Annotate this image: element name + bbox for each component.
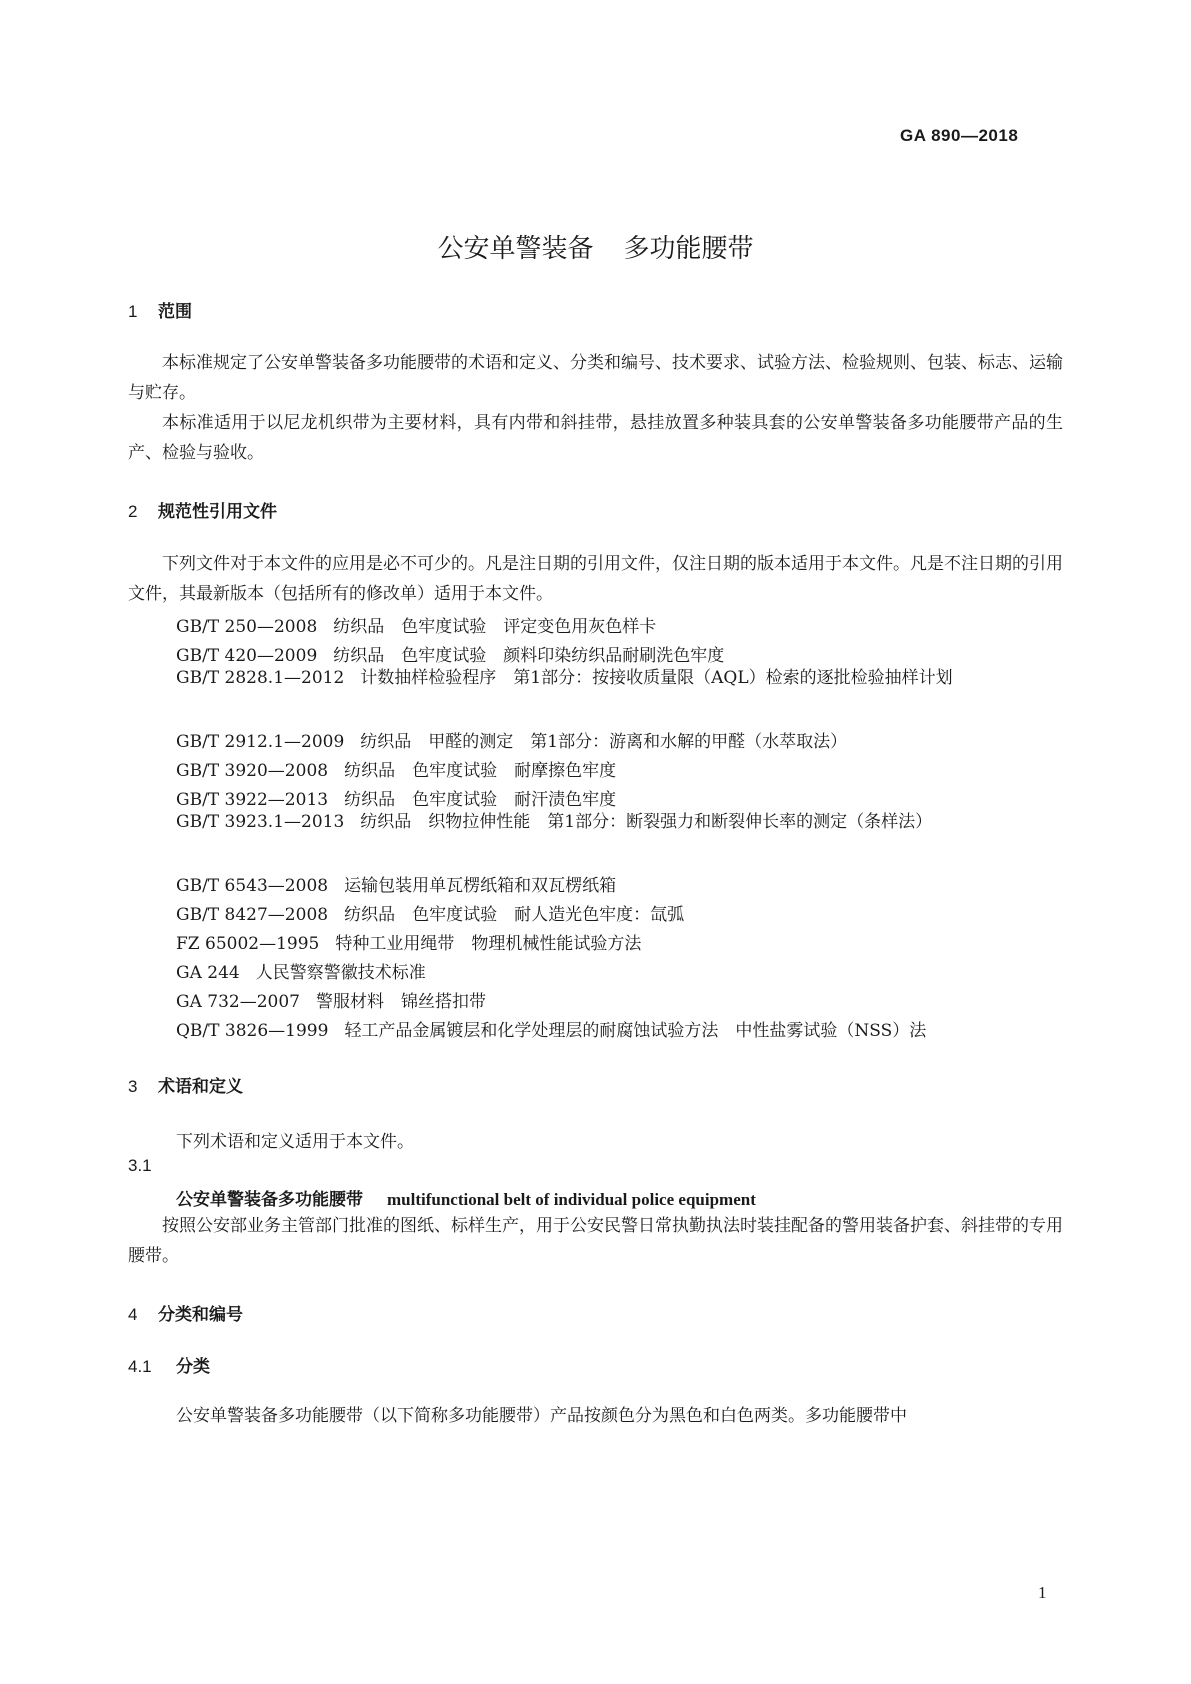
subsection-title: 分类	[176, 1357, 210, 1377]
reference-item	[176, 1016, 926, 1041]
reference-item	[176, 900, 684, 925]
ref-title: 轻工产品金属镀层和化学处理层的耐腐蚀试验方法 中性盐雾试验（NSS）法	[344, 1021, 927, 1041]
ref-code: GB/T 6543—2008	[176, 876, 329, 896]
section-2-intro	[128, 549, 1063, 609]
section-1-heading	[128, 297, 192, 322]
section-title: 分类和编号	[158, 1305, 243, 1325]
term-number: 3.1	[128, 1156, 152, 1175]
ref-code: GB/T 3923.1—2013	[176, 812, 345, 832]
ref-title: 纺织品 色牢度试验 颜料印染纺织品耐刷洗色牢度	[333, 646, 725, 666]
ref-title: 计数抽样检验程序 第1部分：按接收质量限（AQL）检索的逐批检验抽样计划	[360, 668, 953, 688]
paragraph: 下列文件对于本文件的应用是必不可少的。凡是注日期的引用文件，仅注日期的版本适用于本文件。凡是不注日期的引用文件，其最新版本（包括所有的修改单）适用于本文件。	[128, 554, 1063, 604]
page-title	[0, 228, 1191, 265]
ref-code: GB/T 420—2009	[176, 646, 318, 666]
section-number: 3	[128, 1077, 138, 1096]
subsection-4-1-heading	[128, 1352, 210, 1377]
ref-code: GB/T 250—2008	[176, 617, 318, 637]
ref-code: GB/T 2828.1—2012	[176, 668, 345, 688]
paragraph: 公安单警装备多功能腰带（以下简称多功能腰带）产品按颜色分为黑色和白色两类。多功能腰带中	[176, 1406, 907, 1426]
section-3-heading	[128, 1072, 243, 1097]
reference-item	[176, 987, 486, 1012]
ref-title: 纺织品 色牢度试验 耐人造光色牢度：氙弧	[344, 905, 685, 925]
ref-code: GA 732—2007	[176, 992, 300, 1012]
reference-item	[176, 756, 616, 781]
reference-item	[176, 871, 616, 896]
ref-code: GB/T 8427—2008	[176, 905, 329, 925]
reference-item	[176, 929, 641, 954]
section-title: 术语和定义	[158, 1077, 243, 1097]
standard-id: GA 890—2018	[900, 126, 1019, 145]
subsection-number: 4.1	[128, 1357, 152, 1376]
term-definition	[128, 1211, 1063, 1271]
ref-title: 纺织品 色牢度试验 耐汗渍色牢度	[344, 790, 617, 810]
paragraph: 本标准规定了公安单警装备多功能腰带的术语和定义、分类和编号、技术要求、试验方法、检验规则、包装、标志、运输与贮存。	[128, 353, 1063, 403]
ref-title: 运输包装用单瓦楞纸箱和双瓦楞纸箱	[344, 876, 617, 896]
section-1-body	[128, 348, 1063, 468]
section-number: 4	[128, 1305, 138, 1324]
ref-code: GB/T 2912.1—2009	[176, 732, 345, 752]
section-3-intro: 下列术语和定义适用于本文件。	[176, 1132, 414, 1152]
ref-title: 纺织品 色牢度试验 评定变色用灰色样卡	[333, 617, 657, 637]
page-number: 1	[1038, 1583, 1047, 1602]
ref-title: 纺织品 甲醛的测定 第1部分：游离和水解的甲醛（水萃取法）	[360, 732, 848, 752]
reference-item	[176, 727, 847, 752]
ref-code: QB/T 3826—1999	[176, 1021, 329, 1041]
ref-title: 特种工业用绳带 物理机械性能试验方法	[335, 934, 642, 954]
ref-code: GB/T 3922—2013	[176, 790, 329, 810]
paragraph: 本标准适用于以尼龙机织带为主要材料，具有内带和斜挂带，悬挂放置多种装具套的公安单警装备多功能腰带产品的生产、检验与验收。	[128, 413, 1063, 463]
reference-item	[176, 958, 426, 983]
section-4-heading	[128, 1300, 243, 1325]
ref-title: 纺织品 色牢度试验 耐摩擦色牢度	[344, 761, 617, 781]
ref-title: 纺织品 织物拉伸性能 第1部分：断裂强力和断裂伸长率的测定（条样法）	[360, 812, 933, 832]
term-en: multifunctional belt of individual police equipment	[387, 1190, 756, 1209]
term-name	[176, 1185, 756, 1210]
ref-title: 警服材料 锦丝搭扣带	[315, 992, 486, 1012]
ref-title: 人民警察警徽技术标准	[255, 963, 426, 983]
section-title: 规范性引用文件	[158, 502, 277, 522]
title-part1: 公安单警装备	[437, 234, 594, 264]
section-title: 范围	[158, 302, 192, 322]
ref-code: FZ 65002—1995	[176, 934, 320, 954]
term-cn: 公安单警装备多功能腰带	[176, 1190, 363, 1210]
reference-item	[128, 663, 1063, 693]
section-2-heading	[128, 497, 277, 522]
reference-item	[176, 612, 656, 637]
section-number: 2	[128, 502, 138, 521]
paragraph: 按照公安部业务主管部门批准的图纸、标样生产，用于公安民警日常执勤执法时装挂配备的警用装备护套、斜挂带的专用腰带。	[128, 1216, 1063, 1266]
title-part2: 多功能腰带	[623, 234, 754, 264]
ref-code: GB/T 3920—2008	[176, 761, 329, 781]
reference-item	[128, 807, 1063, 837]
section-number: 1	[128, 302, 138, 321]
ref-code: GA 244	[176, 963, 240, 983]
